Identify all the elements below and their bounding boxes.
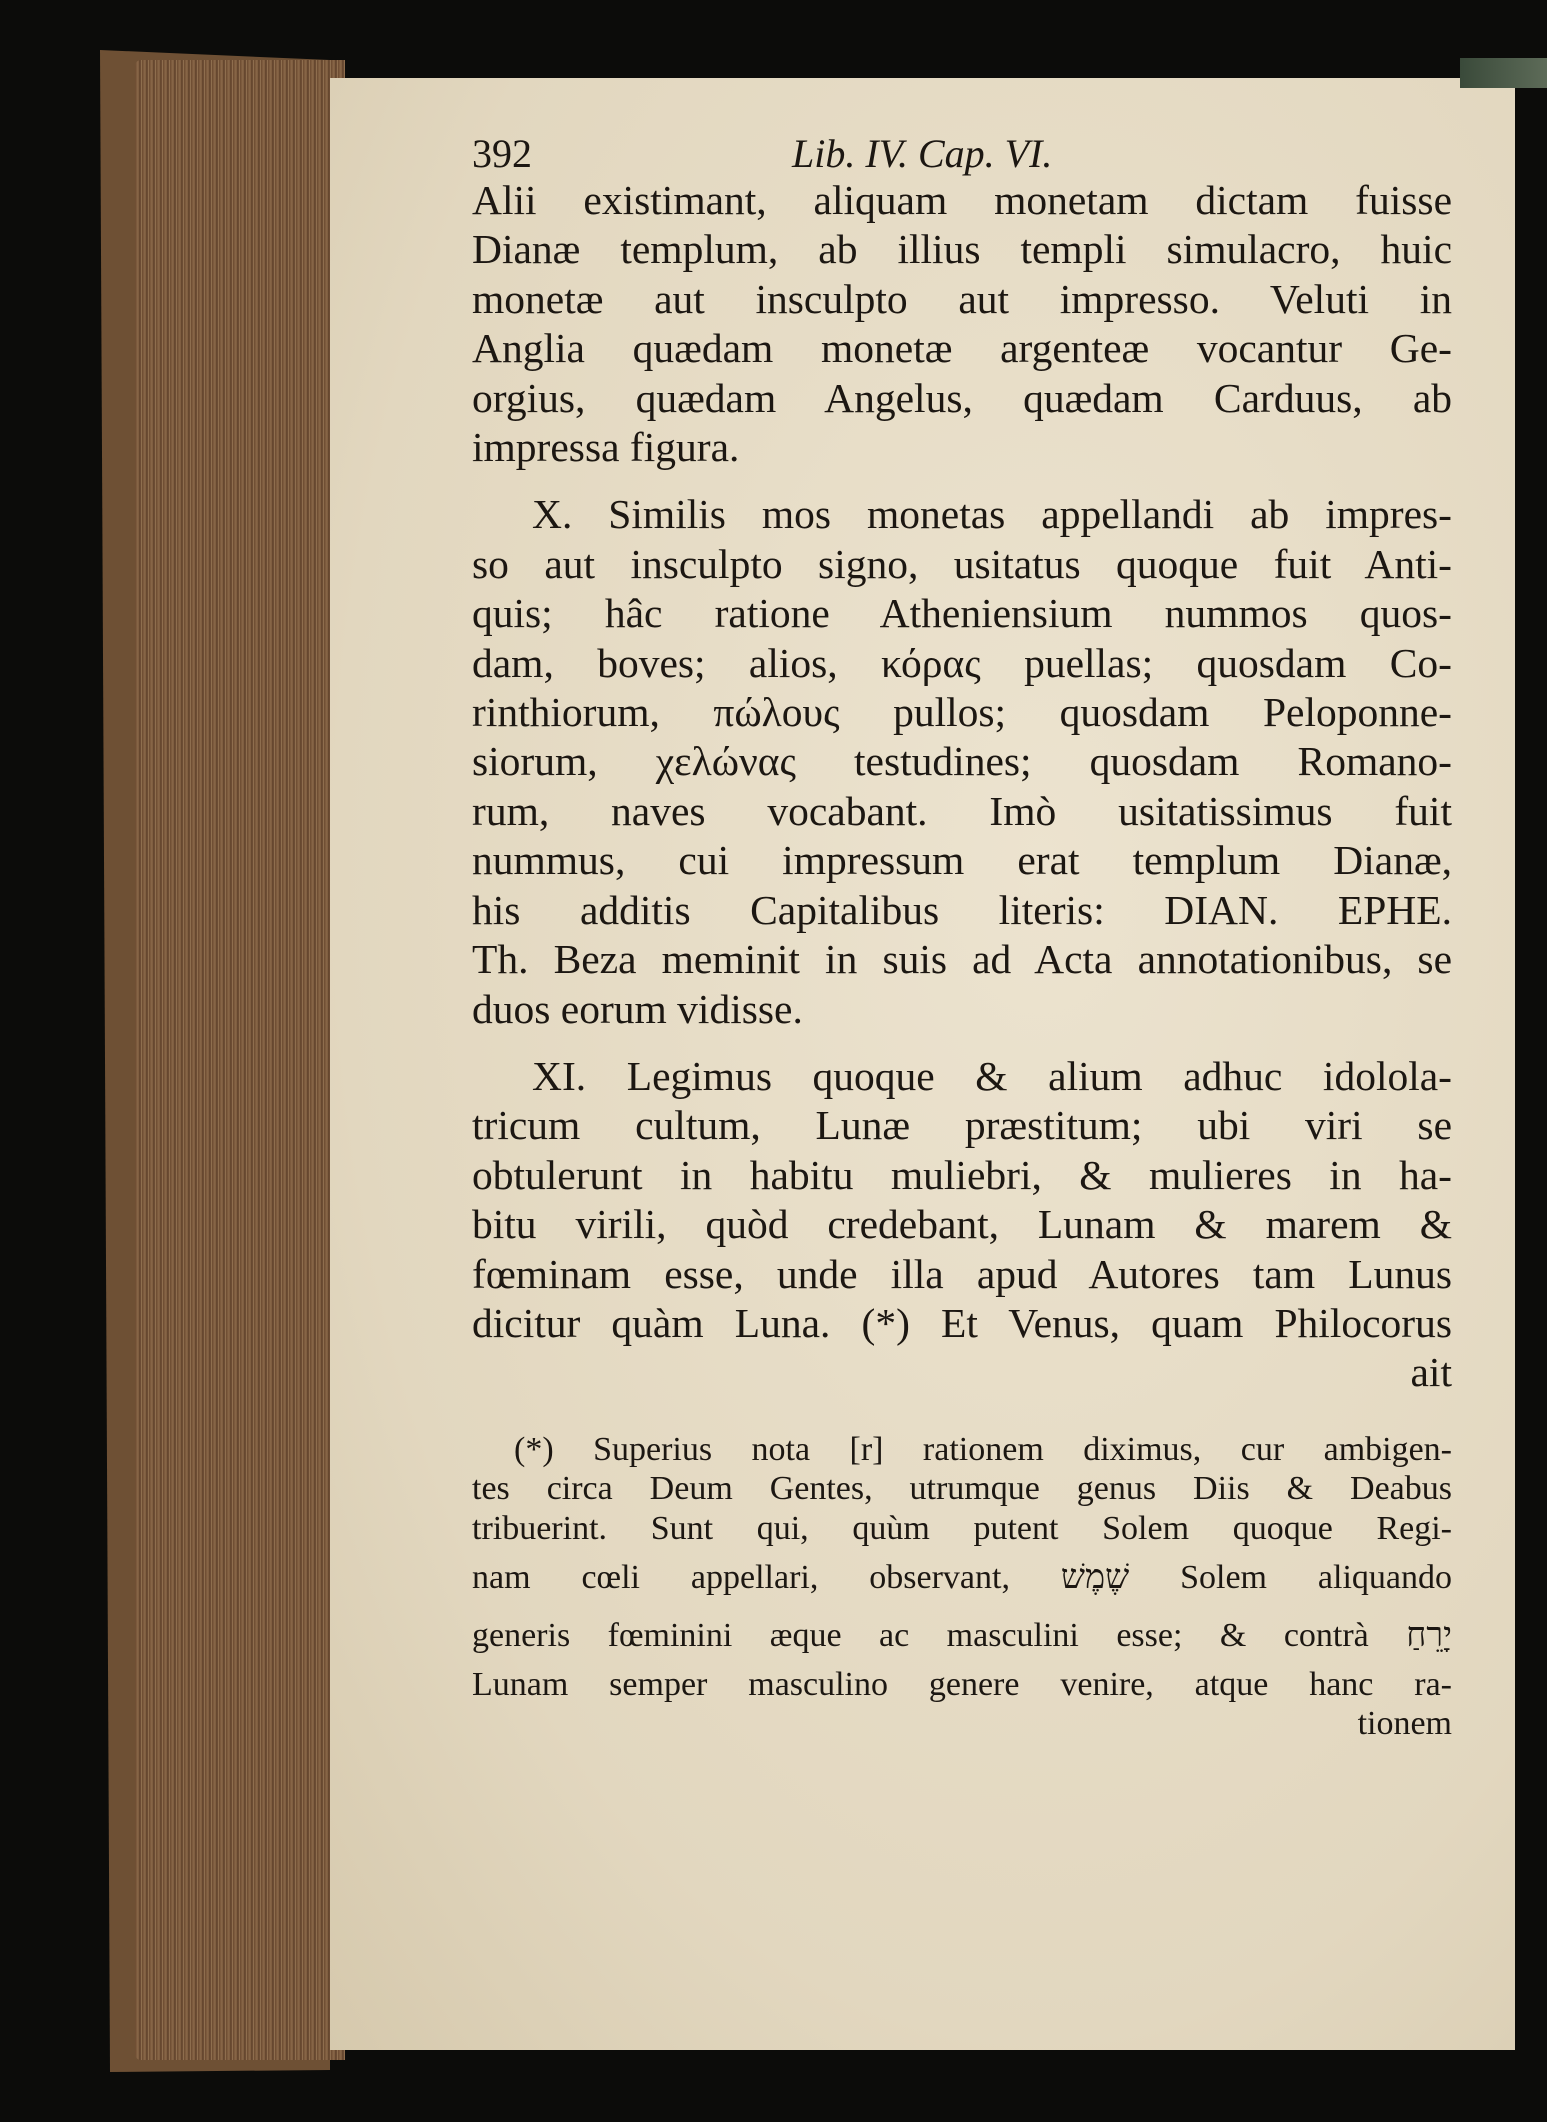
body-line: rum, naves vocabant. Imò usitatissimus fuit xyxy=(472,787,1452,834)
body-line: rinthiorum, πώλους pullos; quosdam Peloponne- xyxy=(472,689,1452,736)
body-text xyxy=(472,176,1452,1398)
footnote-line: tribuerint. Sunt qui, quùm putent Solem quoque Regi- xyxy=(472,1509,1452,1547)
footnote-line: tes circa Deum Gentes, utrumque genus Diis & Deabus xyxy=(472,1470,1452,1508)
running-head xyxy=(472,130,1452,176)
page-number: 392 xyxy=(472,131,532,176)
body-line: so aut insculpto signo, usitatus quoque fuit Anti- xyxy=(472,540,1452,587)
book-page-edges xyxy=(135,60,345,2060)
body-line: Alii existimant, aliquam monetam dictam fuisse xyxy=(472,177,1452,223)
footnote-line: generis fœminini æque ac masculini esse; & contrà יָרֵחַ xyxy=(472,1616,1452,1654)
body-line: fœminam esse, unde illa apud Autores tam Lunus xyxy=(472,1250,1452,1297)
body-line: dam, boves; alios, κόρας puellas; quosdam Co- xyxy=(472,639,1452,686)
body-line: X. Similis mos monetas appellandi ab impres- xyxy=(532,491,1452,538)
body-line: nummus, cui impressum erat templum Dianæ, xyxy=(472,837,1452,884)
body-line: Anglia quædam monetæ argenteæ vocantur Ge- xyxy=(472,325,1452,372)
body-line: dicitur quàm Luna. (*) Et Venus, quam Philocorus xyxy=(472,1299,1452,1346)
body-line: orgius, quædam Angelus, quædam Carduus, ab xyxy=(472,374,1452,421)
body-line: duos eorum vidisse. xyxy=(472,985,803,1032)
body-line: siorum, χελώνας testudines; quosdam Romano- xyxy=(472,738,1452,785)
catchword: ait xyxy=(1410,1349,1452,1396)
footnote-line: Lunam semper masculino genere venire, atque hanc ra- xyxy=(472,1665,1452,1703)
footnote-line: nam cœli appellari, observant, שֶׁמֶשׁ Solem aliquando xyxy=(472,1558,1452,1596)
body-line: Dianæ templum, ab illius templi simulacro, huic xyxy=(472,226,1452,273)
body-line: tricum cultum, Lunæ præstitum; ubi viri se xyxy=(472,1102,1452,1149)
bookmark-ribbon xyxy=(1460,58,1547,88)
body-line: quis; hâc ratione Atheniensium nummos quos- xyxy=(472,590,1452,637)
running-title: Lib. IV. Cap. VI. xyxy=(792,131,1053,176)
body-line: monetæ aut insculpto aut impresso. Veluti in xyxy=(472,275,1452,322)
page-text xyxy=(472,130,1452,1744)
footnote xyxy=(472,1430,1452,1744)
footnote-line: (*) Superius nota [r] rationem diximus, cur ambigen- xyxy=(514,1430,1452,1468)
footnote-catchword: tionem xyxy=(1357,1705,1452,1743)
body-line: XI. Legimus quoque & alium adhuc idolola- xyxy=(532,1052,1452,1099)
body-line: bitu virili, quòd credebant, Lunam & marem & xyxy=(472,1201,1452,1248)
body-line: Th. Beza meminit in suis ad Acta annotationibus, se xyxy=(472,936,1452,983)
body-line: obtulerunt in habitu muliebri, & mulieres in ha- xyxy=(472,1151,1452,1198)
body-line: impressa figura. xyxy=(472,424,740,471)
body-line: his additis Capitalibus literis: DIAN. EPHE. xyxy=(472,886,1452,933)
